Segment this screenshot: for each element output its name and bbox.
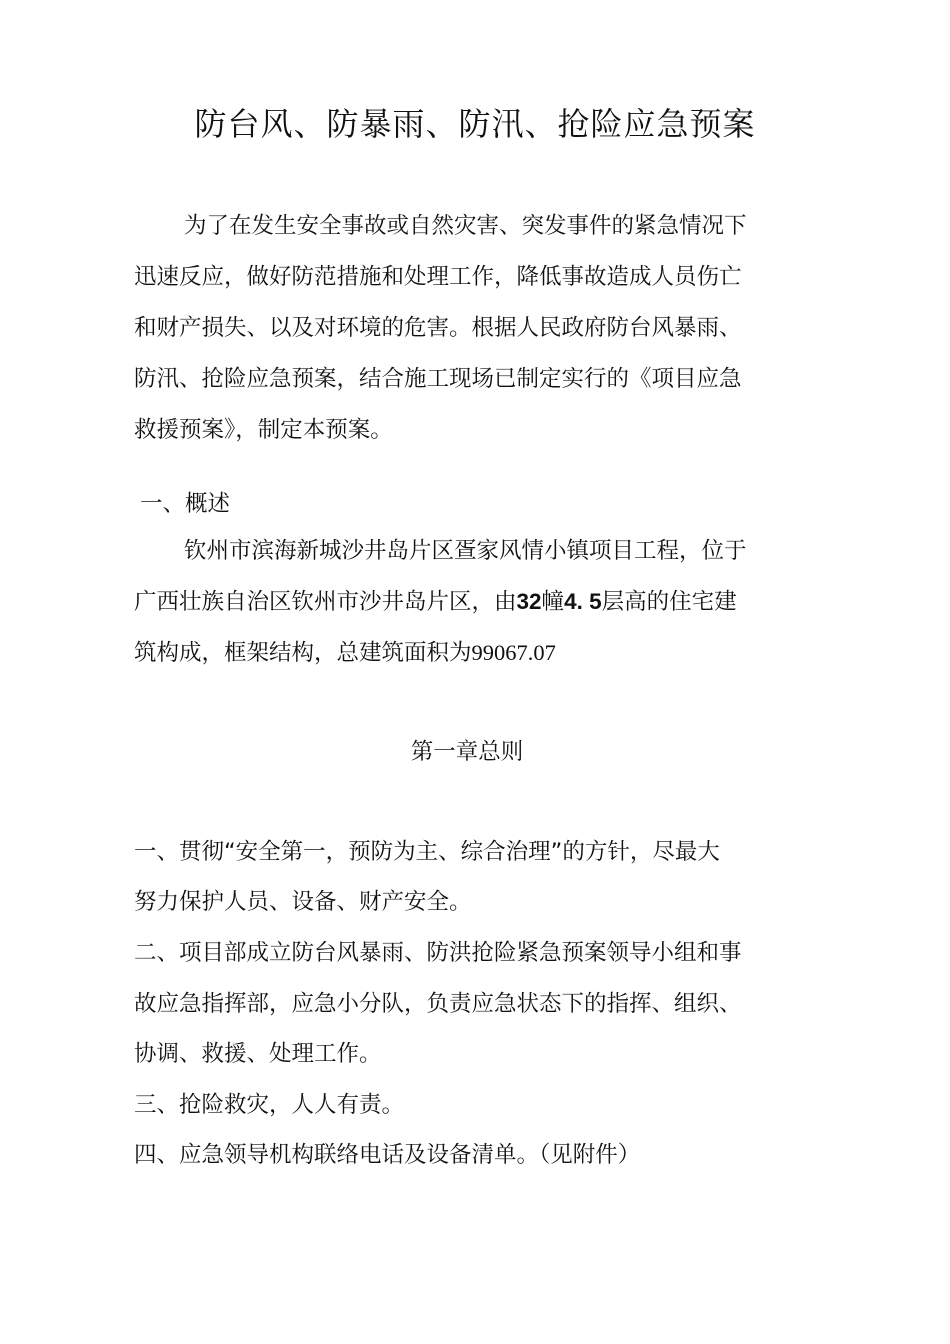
overview-line-2 — [134, 587, 737, 617]
overview-line-1: 钦州市滨海新城沙井岛片区疍家风情小镇项目工程，位于 — [184, 538, 747, 564]
chapter-line-2: 努力保护人员、设备、财产安全。 — [134, 889, 472, 915]
total-area: 99067.07 — [471, 640, 556, 665]
overview-line-3-text: 筑构成，框架结构，总建筑面积为 — [134, 640, 472, 666]
overview-line-2-text-c: 层高的住宅建 — [601, 589, 737, 615]
overview-line-2-text-b: 幢 — [541, 589, 565, 615]
chapter-line-5: 协调、救援、处理工作。 — [134, 1041, 382, 1067]
chapter-line-1: 一、贯彻“安全第一，预防为主、综合治理”的方针，尽最大 — [134, 839, 720, 865]
chapter-line-3: 二、项目部成立防台风暴雨、防洪抢险紧急预案领导小组和事 — [134, 940, 742, 966]
intro-line-3: 和财产损失、以及对环境的危害。根据人民政府防台风暴雨、 — [134, 315, 742, 341]
building-count: 32 — [516, 589, 542, 614]
overview-heading: 一、概述 — [140, 491, 231, 517]
overview-line-2-text-a: 广西壮族自治区钦州市沙井岛片区，由 — [134, 589, 517, 615]
chapter-line-4: 故应急指挥部，应急小分队，负责应急状态下的指挥、组织、 — [134, 991, 742, 1017]
intro-line-1: 为了在发生安全事故或自然灾害、突发事件的紧急情况下 — [184, 213, 747, 239]
chapter-line-7: 四、应急领导机构联络电话及设备清单。（见附件） — [134, 1142, 641, 1168]
intro-line-5: 救援预案》，制定本预案。 — [134, 417, 393, 443]
floor-count: 4. 5 — [564, 589, 602, 614]
overview-line-3 — [134, 638, 556, 668]
document-title: 防台风、防暴雨、防汛、抢险应急预案 — [194, 105, 756, 143]
chapter-title: 第一章总则 — [410, 739, 524, 765]
intro-line-2: 迅速反应，做好防范措施和处理工作，降低事故造成人员伤亡 — [134, 264, 742, 290]
chapter-line-6: 三、抢险救灾，人人有责。 — [134, 1092, 405, 1118]
intro-line-4: 防汛、抢险应急预案，结合施工现场已制定实行的《项目应急 — [134, 366, 742, 392]
